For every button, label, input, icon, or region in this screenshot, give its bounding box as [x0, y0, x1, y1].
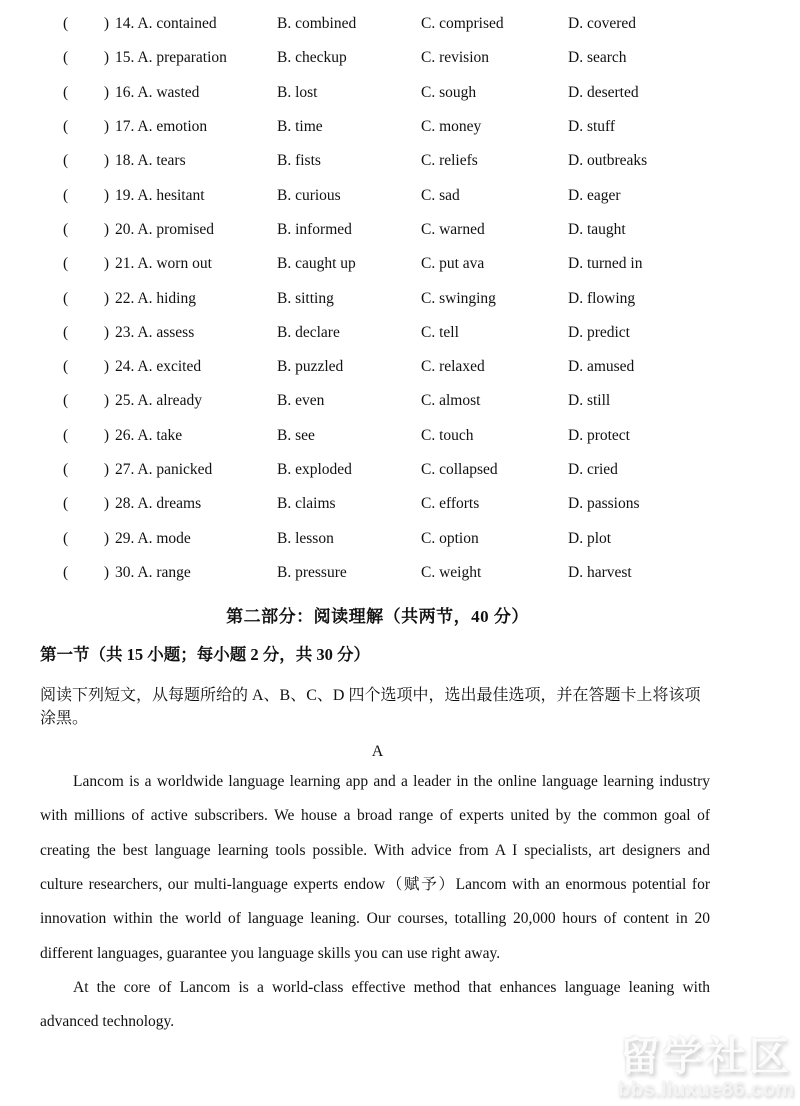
- part2-title: 第二部分：阅读理解（共两节，40 分）: [226, 607, 529, 627]
- reading-instruction: 阅读下列短文，从每题所给的 A、B、C、D 四个选项中，选出最佳选项，并在答题卡上将该项涂黑。: [40, 687, 701, 728]
- option-d: D. covered: [568, 15, 636, 33]
- option-b: B. combined: [277, 15, 357, 33]
- option-c: C. option: [421, 529, 479, 547]
- option-a: 18. A. tears: [115, 152, 186, 170]
- bracket-close-glyph: ): [103, 426, 109, 444]
- question-row: [0, 453, 755, 487]
- option-c: C. swinging: [421, 289, 496, 307]
- bracket-close-glyph: ): [103, 118, 109, 136]
- passage-label: A: [371, 743, 384, 761]
- bracket-close-glyph: ): [103, 289, 109, 307]
- bracket-open-glyph: (: [63, 461, 69, 478]
- option-a: 15. A. preparation: [115, 49, 227, 67]
- bracket-close-glyph: ): [103, 529, 109, 547]
- bracket-open-glyph: (: [63, 220, 69, 238]
- bracket-close-glyph: ): [103, 358, 109, 376]
- option-a: 23. A. assess: [115, 323, 195, 341]
- bracket-close-glyph: ): [103, 15, 109, 33]
- option-b: B. informed: [277, 220, 352, 238]
- option-a: 19. A. hesitant: [115, 186, 205, 204]
- option-c: C. weight: [421, 563, 482, 581]
- answer-bracket: [63, 187, 109, 205]
- option-a: 17. A. emotion: [115, 118, 208, 136]
- answer-bracket: [63, 15, 109, 33]
- option-a: 26. A. take: [115, 426, 183, 444]
- option-a: 29. A. mode: [115, 529, 191, 547]
- answer-bracket: [63, 495, 109, 513]
- question-list: [0, 7, 755, 590]
- bracket-open-glyph: (: [63, 323, 69, 341]
- option-c: C. relaxed: [421, 358, 485, 376]
- question-row: [0, 213, 755, 247]
- bracket-close-glyph: ): [103, 152, 109, 170]
- answer-bracket: [63, 49, 109, 67]
- answer-bracket: [63, 427, 109, 445]
- question-row: [0, 144, 755, 178]
- option-d: D. predict: [568, 323, 630, 341]
- option-d: D. outbreaks: [568, 152, 648, 170]
- question-row: [0, 419, 755, 453]
- question-row: [0, 350, 755, 384]
- option-a: 22. A. hiding: [115, 289, 196, 307]
- option-c: C. collapsed: [421, 461, 498, 478]
- answer-bracket: [63, 564, 109, 582]
- answer-bracket: [63, 358, 109, 376]
- bracket-close-glyph: ): [103, 323, 109, 341]
- question-row: [0, 521, 755, 555]
- question-row: [0, 7, 755, 41]
- answer-bracket: [63, 118, 109, 136]
- option-b: B. sitting: [277, 289, 334, 307]
- answer-bracket: [63, 530, 109, 548]
- watermark-site-name: 留学社区: [619, 1035, 792, 1079]
- option-c: C. sad: [421, 186, 460, 204]
- question-row: [0, 316, 755, 350]
- option-d: D. protect: [568, 426, 630, 444]
- bracket-open-glyph: (: [63, 255, 69, 273]
- option-b: B. lost: [277, 83, 318, 101]
- option-a: 30. A. range: [115, 563, 191, 581]
- question-row: [0, 41, 755, 75]
- bracket-open-glyph: (: [63, 152, 69, 170]
- answer-bracket: [63, 324, 109, 342]
- option-a: 14. A. contained: [115, 15, 217, 33]
- passage-paragraph-2: At the core of Lancom is a world-class effective method that enhances language leaning with advanced technology.: [40, 978, 710, 1031]
- option-b: B. declare: [277, 323, 340, 341]
- question-row: [0, 281, 755, 315]
- bracket-open-glyph: (: [63, 392, 69, 410]
- answer-bracket: [63, 84, 109, 102]
- option-b: B. claims: [277, 495, 336, 513]
- question-row: [0, 178, 755, 212]
- option-d: D. taught: [568, 220, 626, 238]
- option-c: C. money: [421, 118, 482, 136]
- bracket-open-glyph: (: [63, 49, 69, 67]
- watermark: [618, 1037, 794, 1100]
- bracket-open-glyph: (: [63, 426, 69, 444]
- question-row: [0, 247, 755, 281]
- bracket-open-glyph: (: [63, 186, 69, 204]
- answer-bracket: [63, 255, 109, 273]
- bracket-close-glyph: ): [103, 392, 109, 410]
- bracket-open-glyph: (: [63, 83, 69, 101]
- answer-bracket: [63, 461, 109, 479]
- option-d: D. stuff: [568, 118, 616, 136]
- bracket-open-glyph: (: [63, 358, 69, 376]
- bracket-close-glyph: ): [103, 83, 109, 101]
- bracket-open-glyph: (: [63, 289, 69, 307]
- question-row: [0, 110, 755, 144]
- question-row: [0, 76, 755, 110]
- option-b: B. caught up: [277, 255, 356, 273]
- option-b: B. fists: [277, 152, 321, 170]
- option-d: D. eager: [568, 186, 621, 204]
- option-c: C. tell: [421, 323, 459, 341]
- bracket-open-glyph: (: [63, 15, 69, 33]
- option-a: 16. A. wasted: [115, 83, 200, 101]
- option-a: 21. A. worn out: [115, 255, 212, 273]
- bracket-close-glyph: ): [103, 461, 109, 478]
- option-c: C. comprised: [421, 15, 504, 33]
- option-a: 20. A. promised: [115, 220, 215, 238]
- option-c: C. touch: [421, 426, 474, 444]
- passage-a: [0, 765, 755, 1039]
- answer-bracket: [63, 392, 109, 410]
- section1-title: 第一节（共 15 小题；每小题 2 分，共 30 分）: [40, 645, 370, 665]
- option-b: B. see: [277, 426, 315, 444]
- bracket-open-glyph: (: [63, 563, 69, 581]
- option-a: 28. A. dreams: [115, 495, 202, 513]
- question-row: [0, 487, 755, 521]
- option-c: C. revision: [421, 49, 490, 67]
- option-c: C. almost: [421, 392, 481, 410]
- passage-paragraph-1: Lancom is a worldwide language learning app and a leader in the online language learning industry with millions of active subscribers. We house a broad range of experts united by the common goal of creating the best language learning tools possible. With advice from A I specialists, art designers and culture researchers, our multi-language experts endow（赋予）Lancom with an enormous potential for innovation within the world of language leaning. Our courses, totalling 20,000 hours of content in 20 different languages, guarantee you language skills you can use right away.: [40, 773, 710, 962]
- answer-bracket: [63, 152, 109, 170]
- bracket-open-glyph: (: [63, 529, 69, 547]
- option-d: D. deserted: [568, 83, 639, 101]
- question-row: [0, 384, 755, 418]
- option-b: B. curious: [277, 186, 341, 204]
- option-a: 24. A. excited: [115, 358, 202, 376]
- option-b: B. even: [277, 392, 325, 410]
- option-b: B. exploded: [277, 461, 352, 478]
- option-d: D. amused: [568, 358, 635, 376]
- option-c: C. efforts: [421, 495, 480, 513]
- bracket-close-glyph: ): [103, 495, 109, 513]
- option-a: 27. A. panicked: [115, 461, 213, 478]
- option-d: D. flowing: [568, 289, 636, 307]
- question-row: [0, 556, 755, 590]
- option-b: B. time: [277, 118, 323, 136]
- option-d: D. harvest: [568, 563, 632, 581]
- option-d: D. plot: [568, 529, 612, 547]
- option-c: C. warned: [421, 220, 485, 238]
- option-d: D. search: [568, 49, 627, 67]
- bracket-open-glyph: (: [63, 495, 69, 513]
- option-d: D. still: [568, 392, 611, 410]
- option-a: 25. A. already: [115, 392, 202, 410]
- bracket-close-glyph: ): [103, 49, 109, 67]
- option-d: D. cried: [568, 461, 618, 478]
- option-b: B. pressure: [277, 563, 347, 581]
- watermark-site-url: bbs.liuxue86.com: [617, 1078, 794, 1101]
- bracket-close-glyph: ): [103, 563, 109, 581]
- option-c: C. sough: [421, 83, 477, 101]
- option-c: C. put ava: [421, 255, 485, 273]
- option-b: B. puzzled: [277, 358, 344, 376]
- answer-bracket: [63, 221, 109, 239]
- bracket-open-glyph: (: [63, 118, 69, 136]
- bracket-close-glyph: ): [103, 255, 109, 273]
- option-d: D. passions: [568, 495, 640, 513]
- answer-bracket: [63, 290, 109, 308]
- option-d: D. turned in: [568, 255, 643, 273]
- option-c: C. reliefs: [421, 152, 478, 170]
- option-b: B. checkup: [277, 49, 347, 67]
- bracket-close-glyph: ): [103, 220, 109, 238]
- option-b: B. lesson: [277, 529, 334, 547]
- bracket-close-glyph: ): [103, 186, 109, 204]
